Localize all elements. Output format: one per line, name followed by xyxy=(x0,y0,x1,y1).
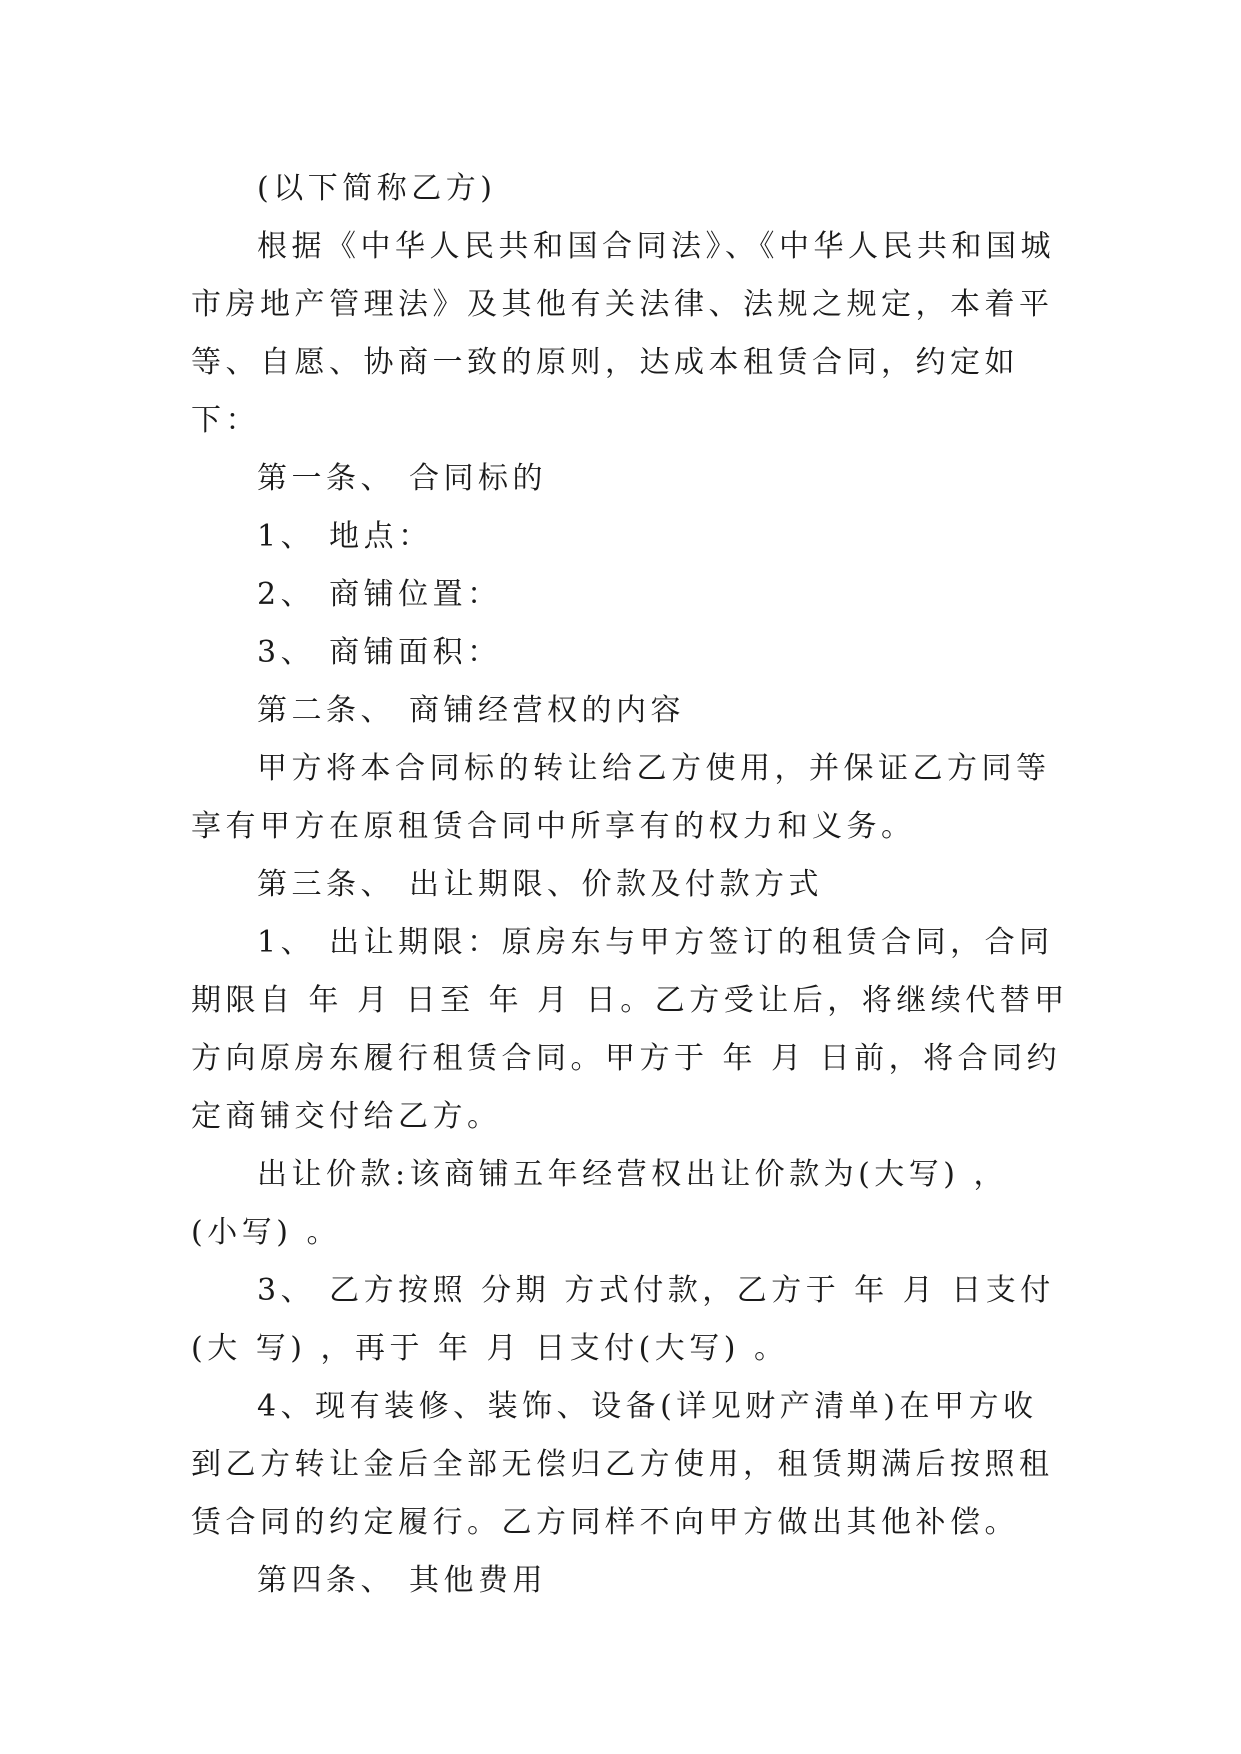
article-4-heading: 第四条、 其他费用 xyxy=(257,1563,548,1598)
article-2-body: 甲方将本合同标的转让给乙方使用，并保证乙方同等享有甲方在原租赁合同中所享有的权力和义务。 xyxy=(191,751,1051,844)
article-2-heading: 第二条、 商铺经营权的内容 xyxy=(257,693,686,728)
article-1-item-location: 1、 地点： xyxy=(257,519,433,554)
article-1-heading: 第一条、 合同标的 xyxy=(257,461,548,496)
article-3-item-price: 出让价款:该商铺五年经营权出让价款为(大写) ， (小写) 。 xyxy=(191,1157,1023,1250)
article-3-item-fixtures: 4、现有装修、装饰、设备(详见财产清单)在甲方收到乙方转让金后全部无偿归乙方使用，租赁期满后按照租赁合同的约定履行。乙方同样不向甲方做出其他补偿。 xyxy=(191,1389,1054,1540)
article-3-heading: 第三条、 出让期限、价款及付款方式 xyxy=(257,867,824,902)
article-3-item-term: 1、 出让期限：原房东与甲方签订的租赁合同，合同期限自 年 月 日至 年 月 日。乙方受让后，将继续代替甲方向原房东履行租赁合同。甲方于 年 月 日前，将合同约定商铺交付给乙方。 xyxy=(191,925,1069,1134)
article-1-item-shop-position: 2、 商铺位置： xyxy=(257,577,502,612)
paragraph-party-b-abbrev: (以下简称乙方) xyxy=(257,171,497,206)
document-body xyxy=(191,160,1071,1610)
article-1-item-shop-area: 3、 商铺面积： xyxy=(257,635,502,670)
article-3-item-payment: 3、 乙方按照 分期 方式付款，乙方于 年 月 日支付(大 写) ，再于 年 月 日支付(大写) 。 xyxy=(191,1273,1055,1366)
paragraph-legal-basis: 根据《中华人民共和国合同法》、《中华人民共和国城市房地产管理法》及其他有关法律、法规之规定，本着平等、自愿、协商一致的原则，达成本租赁合同，约定如下： xyxy=(191,229,1055,438)
